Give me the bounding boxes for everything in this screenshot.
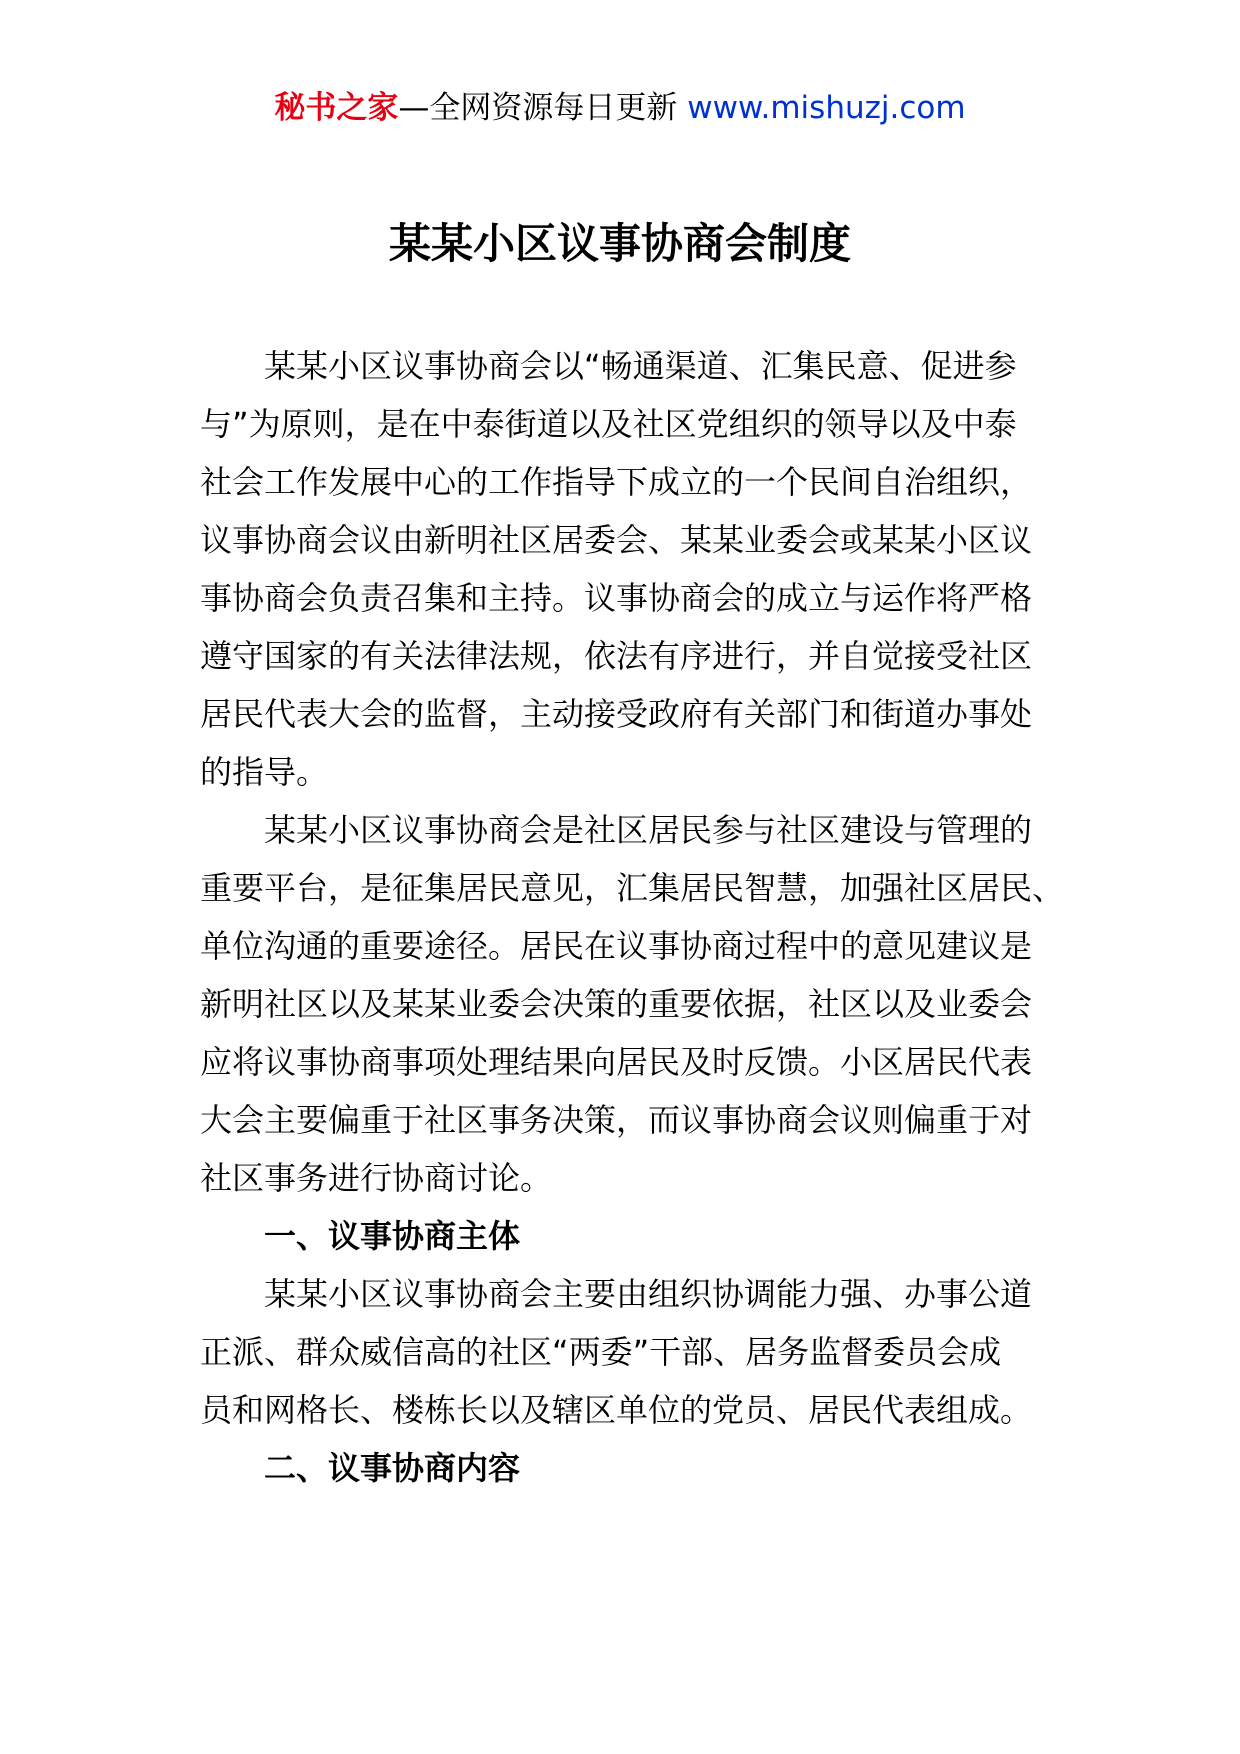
paragraph-3-line-1: 某某小区议事协商会主要由组织协调能力强、办事公道 xyxy=(264,1275,1033,1313)
header-tagline: —全网资源每日更新 xyxy=(398,90,688,126)
paragraph-1-line-2: 与”为原则，是在中泰街道以及社区党组织的领导以及中泰 xyxy=(200,405,1017,443)
paragraph-1-line-3: 社会工作发展中心的工作指导下成立的一个民间自治组织， xyxy=(200,463,1033,501)
paragraph-2-line-3: 单位沟通的重要途径。居民在议事协商过程中的意见建议是 xyxy=(200,927,1033,965)
paragraph-2-line-1: 某某小区议事协商会是社区居民参与社区建设与管理的 xyxy=(264,811,1033,849)
paragraph-2-line-2: 重要平台，是征集居民意见，汇集居民智慧，加强社区居民、 xyxy=(200,869,1065,907)
page-header xyxy=(0,88,1240,128)
paragraph-2-line-4: 新明社区以及某某业委会决策的重要依据，社区以及业委会 xyxy=(200,985,1033,1023)
paragraph-3-line-3: 员和网格长、楼栋长以及辖区单位的党员、居民代表组成。 xyxy=(200,1391,1033,1429)
website-link[interactable]: www.mishuzj.com xyxy=(687,90,966,126)
paragraph-2-line-5: 应将议事协商事项处理结果向居民及时反馈。小区居民代表 xyxy=(200,1043,1033,1081)
section-heading-2: 二、议事协商内容 xyxy=(264,1449,521,1487)
paragraph-2-line-6: 大会主要偏重于社区事务决策，而议事协商会议则偏重于对 xyxy=(200,1101,1033,1139)
paragraph-1-line-6: 遵守国家的有关法律法规，依法有序进行，并自觉接受社区 xyxy=(200,637,1033,675)
paragraph-1-line-7: 居民代表大会的监督，主动接受政府有关部门和街道办事处 xyxy=(200,695,1033,733)
document-title: 某某小区议事协商会制度 xyxy=(388,219,851,268)
brand-name: 秘书之家 xyxy=(274,90,399,126)
paragraph-2-line-7: 社区事务进行协商讨论。 xyxy=(200,1159,553,1197)
paragraph-1-line-4: 议事协商会议由新明社区居委会、某某业委会或某某小区议 xyxy=(200,521,1033,559)
paragraph-1-line-1: 某某小区议事协商会以“畅通渠道、汇集民意、促进参 xyxy=(264,347,1017,385)
section-heading-1: 一、议事协商主体 xyxy=(264,1217,521,1255)
paragraph-3-line-2: 正派、群众威信高的社区“两委”干部、居务监督委员会成 xyxy=(200,1333,1002,1371)
paragraph-1-line-8: 的指导。 xyxy=(200,753,329,791)
paragraph-1-line-5: 事协商会负责召集和主持。议事协商会的成立与运作将严格 xyxy=(200,579,1033,617)
